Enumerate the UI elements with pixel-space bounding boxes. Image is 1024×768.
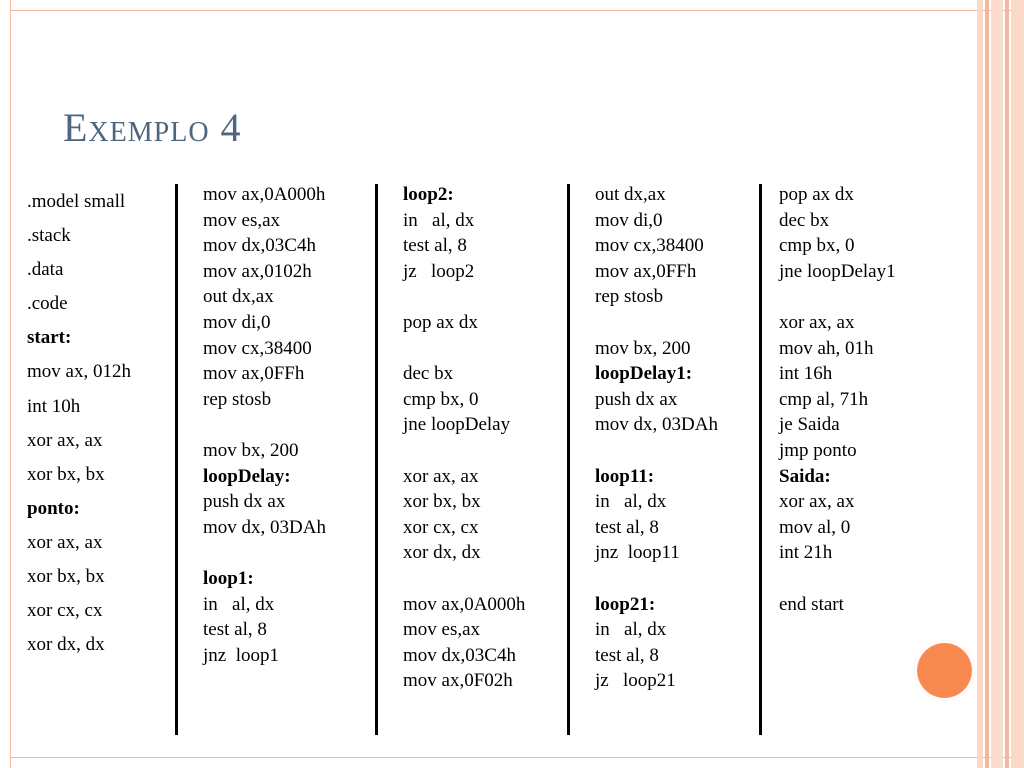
code-line: jnz loop11 [595,542,680,564]
code-column-5 [779,182,896,617]
code-line: xor ax, ax [779,491,855,513]
slide-title: Exemplo 4 [63,105,242,150]
code-line: xor dx, dx [27,634,105,656]
code-line: xor cx, cx [403,516,479,538]
column-divider-3 [567,184,570,735]
code-line: mov cx,38400 [595,235,704,257]
code-line: push dx ax [203,491,286,513]
blank-line [779,566,896,592]
code-line: int 21h [779,542,833,564]
column-divider-2 [375,184,378,735]
code-line: xor ax, ax [779,311,855,333]
code-line: pop ax dx [403,311,478,333]
column-divider-1 [175,184,178,735]
code-line: jz loop2 [403,260,475,282]
blank-line [595,438,718,464]
code-line: mov al, 0 [779,516,851,538]
code-line: mov es,ax [203,209,281,231]
code-line: mov ax,0102h [203,260,312,282]
code-line: jz loop21 [595,670,676,692]
code-label: loop2: [403,184,454,205]
decorative-stripes [977,0,1024,768]
code-line: out dx,ax [595,184,666,205]
code-line: int 10h [27,395,81,417]
code-line: in al, dx [403,209,475,231]
code-line: xor ax, ax [403,465,479,487]
code-column-3 [403,182,525,694]
code-line: mov dx,03C4h [203,235,316,257]
slide-frame-top [10,10,1024,11]
code-line: .stack [27,225,71,247]
code-label: Saida: [779,465,831,487]
code-line: xor dx, dx [403,542,481,564]
blank-line [595,566,718,592]
code-line: mov es,ax [403,619,481,641]
code-line: mov bx, 200 [595,337,691,359]
code-line: jnz loop1 [203,644,279,666]
code-label: ponto: [27,497,80,519]
code-label: loop11: [595,465,655,487]
blank-line [403,438,525,464]
code-line: rep stosb [203,388,272,410]
code-line: .code [27,293,68,315]
blank-line [203,412,326,438]
blank-line [595,310,718,336]
code-line: mov ah, 01h [779,337,874,359]
code-line: xor ax, ax [27,429,103,451]
code-line: pop ax dx [779,184,854,205]
code-line: jne loopDelay [403,414,511,436]
code-line: test al, 8 [595,644,659,666]
code-line: mov ax, 012h [27,361,131,383]
code-line: xor bx, bx [403,491,481,513]
code-line: xor ax, ax [27,531,103,553]
code-line: je Saida [779,414,840,436]
code-line: test al, 8 [403,235,467,257]
code-line: end start [779,593,844,615]
code-line: in al, dx [595,619,667,641]
code-label: loop1: [203,567,254,589]
slide-frame-bottom [10,757,1024,758]
code-line: .data [27,259,64,281]
code-line: .model small [27,191,126,212]
code-line: mov bx, 200 [203,439,299,461]
code-label: loop21: [595,593,656,615]
code-line: dec bx [403,363,454,385]
column-divider-4 [759,184,762,735]
code-line: mov dx,03C4h [403,644,516,666]
code-line: int 16h [779,363,833,385]
blank-line [403,566,525,592]
code-line: cmp bx, 0 [779,235,855,257]
code-line: out dx,ax [203,286,274,308]
code-line: mov di,0 [595,209,663,231]
code-line: test al, 8 [203,619,267,641]
blank-line [779,284,896,310]
code-line: mov dx, 03DAh [595,414,718,436]
code-line: mov ax,0A000h [403,593,526,615]
code-line: in al, dx [203,593,275,615]
code-column-4 [595,182,718,694]
code-line: mov dx, 03DAh [203,516,326,538]
code-line: rep stosb [595,286,664,308]
code-label: start: [27,327,72,349]
blank-line [403,336,525,362]
code-line: jmp ponto [779,439,857,461]
code-column-1 [27,185,131,662]
code-label: loopDelay: [203,465,291,487]
code-line: in al, dx [595,491,667,513]
code-line: push dx ax [595,388,678,410]
code-line: xor cx, cx [27,600,103,622]
code-line: jne loopDelay1 [779,260,896,282]
code-line: mov cx,38400 [203,337,312,359]
slide-frame-left [10,0,11,768]
code-line: mov ax,0A000h [203,184,326,205]
code-line: cmp bx, 0 [403,388,479,410]
blank-line [403,284,525,310]
code-line: mov ax,0F02h [403,670,513,692]
code-line: cmp al, 71h [779,388,869,410]
code-line: mov ax,0FFh [595,260,697,282]
decorative-orange-circle [914,640,975,701]
code-line: dec bx [779,209,830,231]
code-line: xor bx, bx [27,463,105,485]
blank-line [203,540,326,566]
code-line: xor bx, bx [27,566,105,588]
code-line: mov di,0 [203,311,271,333]
code-line: mov ax,0FFh [203,363,305,385]
code-line: test al, 8 [595,516,659,538]
code-column-2 [203,182,326,668]
code-label: loopDelay1: [595,363,693,385]
